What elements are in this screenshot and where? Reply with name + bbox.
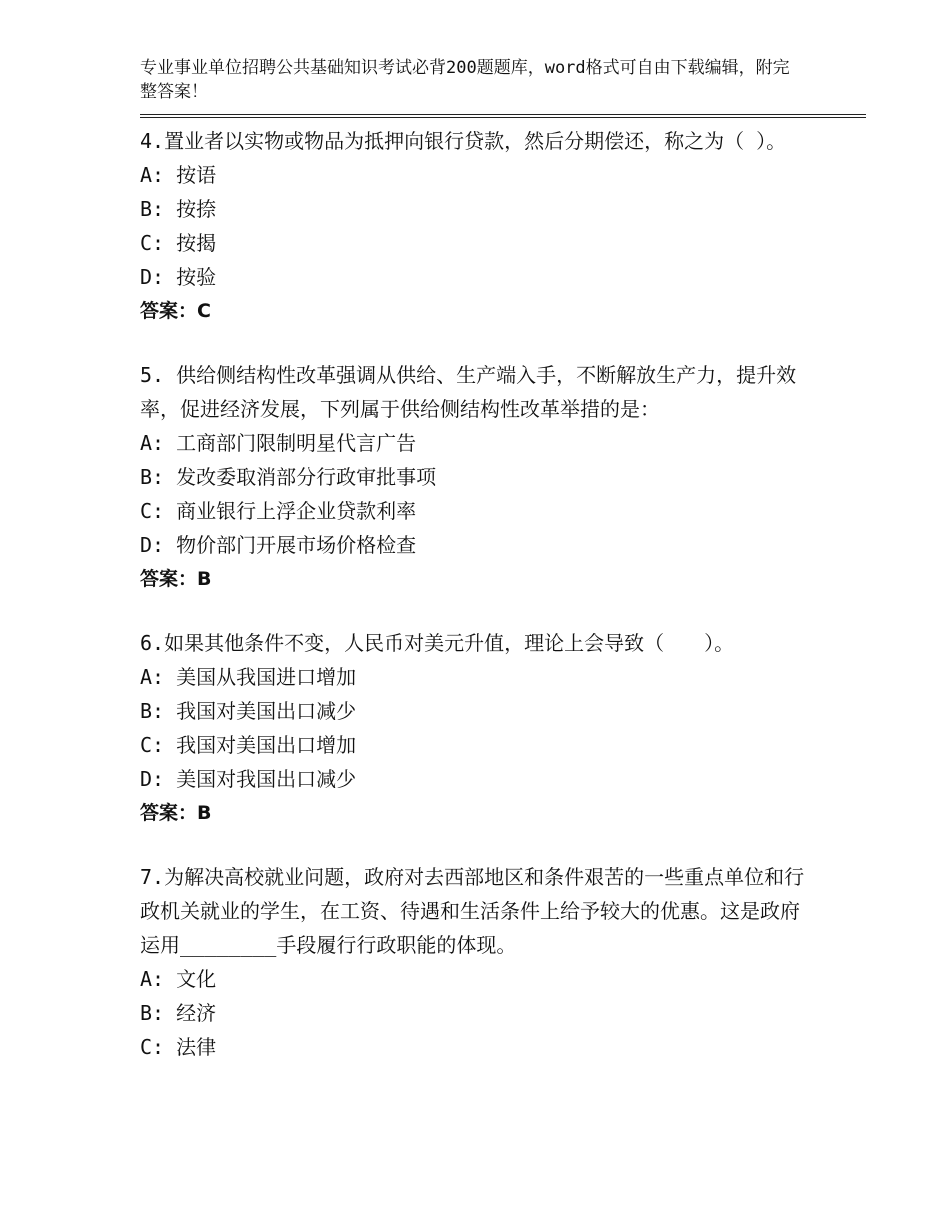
question-5 bbox=[140, 358, 866, 596]
option-d: D: 美国对我国出口减少 bbox=[140, 767, 357, 791]
option-a: A: 美国从我国进口增加 bbox=[140, 665, 357, 689]
option-b: B: 经济 bbox=[140, 1001, 217, 1025]
option-c: C: 我国对美国出口增加 bbox=[140, 733, 357, 757]
option-c: C: 商业银行上浮企业贷款利率 bbox=[140, 499, 417, 523]
header-divider bbox=[140, 114, 866, 118]
option-c: C: 按揭 bbox=[140, 231, 217, 255]
option-d: D: 按验 bbox=[140, 265, 217, 289]
option-a: A: 工商部门限制明星代言广告 bbox=[140, 431, 417, 455]
question-list bbox=[140, 124, 866, 1064]
answer-label: 答案：B bbox=[140, 568, 212, 590]
question-text: 7.为解决高校就业问题，政府对去西部地区和条件艰苦的一些重点单位和行政机关就业的学生，在工资、待遇和生活条件上给予较大的优惠。这是政府运用________手段履行行政职能的体现。 bbox=[140, 865, 805, 957]
option-c: C: 法律 bbox=[140, 1035, 217, 1059]
question-6 bbox=[140, 626, 866, 830]
answer-label: 答案：C bbox=[140, 300, 211, 322]
question-text: 4.置业者以实物或物品为抵押向银行贷款，然后分期偿还，称之为（ ）。 bbox=[140, 129, 787, 153]
document-header: 专业事业单位招聘公共基础知识考试必背200题题库，word格式可自由下载编辑，附完整答案！ bbox=[140, 58, 790, 102]
document-page bbox=[140, 56, 866, 1094]
option-b: B: 发改委取消部分行政审批事项 bbox=[140, 465, 437, 489]
option-a: A: 文化 bbox=[140, 967, 217, 991]
question-7 bbox=[140, 860, 866, 1064]
option-a: A: 按语 bbox=[140, 163, 217, 187]
question-4 bbox=[140, 124, 866, 328]
option-b: B: 我国对美国出口减少 bbox=[140, 699, 357, 723]
answer-label: 答案：B bbox=[140, 802, 212, 824]
question-text: 5. 供给侧结构性改革强调从供给、生产端入手，不断解放生产力，提升效率，促进经济发展，下列属于供给侧结构性改革举措的是： bbox=[140, 363, 797, 421]
option-d: D: 物价部门开展市场价格检查 bbox=[140, 533, 417, 557]
question-text: 6.如果其他条件不变，人民币对美元升值，理论上会导致（ ）。 bbox=[140, 631, 735, 655]
option-b: B: 按捺 bbox=[140, 197, 217, 221]
